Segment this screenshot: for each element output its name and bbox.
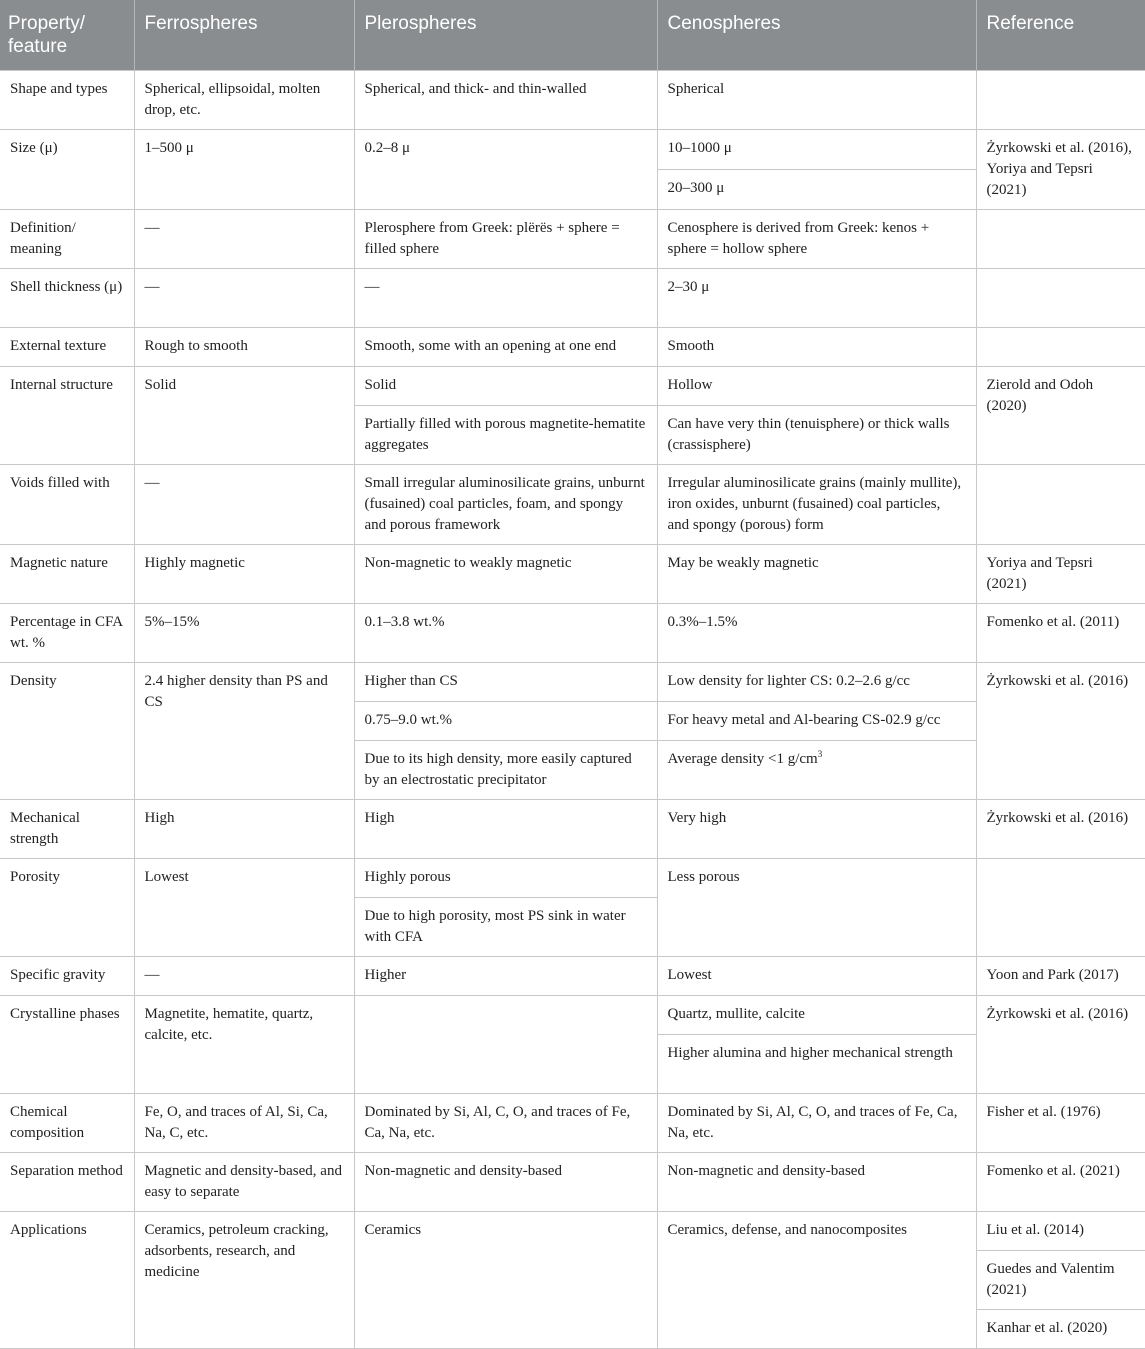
table-row — [0, 71, 1145, 130]
plerospheres-cell: Dominated by Si, Al, C, O, and traces of Fe, Ca, Na, etc. — [354, 1094, 657, 1153]
ferrospheres-cell: — — [134, 210, 354, 269]
reference-cell: Żyrkowski et al. (2016) — [976, 996, 1145, 1094]
plerospheres-cell: Smooth, some with an opening at one end — [354, 328, 657, 367]
ferrospheres-cell: — — [134, 957, 354, 996]
table-row — [0, 957, 1145, 996]
cenospheres-cell: 10–1000 μ — [657, 130, 976, 170]
cenospheres-cell: 20–300 μ — [657, 170, 976, 210]
reference-cell: Żyrkowski et al. (2016), Yoriya and Tepsri (2021) — [976, 130, 1145, 210]
ferrospheres-cell: Highly magnetic — [134, 545, 354, 604]
plerospheres-cell: Spherical, and thick- and thin-walled — [354, 71, 657, 130]
property-cell: Specific gravity — [0, 957, 134, 996]
reference-cell — [976, 465, 1145, 545]
property-cell: Size (μ) — [0, 130, 134, 210]
cenospheres-cell: Cenosphere is derived from Greek: kenos + sphere = hollow sphere — [657, 210, 976, 269]
property-cell: Crystalline phases — [0, 996, 134, 1094]
property-cell: Percentage in CFA wt. % — [0, 604, 134, 663]
table-row — [0, 604, 1145, 663]
plerospheres-cell: High — [354, 800, 657, 859]
plerospheres-cell: Higher — [354, 957, 657, 996]
reference-cell: Yoriya and Tepsri (2021) — [976, 545, 1145, 604]
reference-cell: Zierold and Odoh (2020) — [976, 367, 1145, 465]
reference-cell: Fisher et al. (1976) — [976, 1094, 1145, 1153]
header-property: Property/ feature — [0, 0, 134, 71]
ferrospheres-cell: — — [134, 465, 354, 545]
header-cenospheres: Cenospheres — [657, 0, 976, 71]
plerospheres-cell: Partially filled with porous magnetite-hematite aggregates — [354, 406, 657, 465]
reference-cell: Fomenko et al. (2021) — [976, 1153, 1145, 1212]
reference-cell: Fomenko et al. (2011) — [976, 604, 1145, 663]
table-row — [0, 130, 1145, 170]
table-row — [0, 328, 1145, 367]
reference-cell: Guedes and Valentim (2021) — [976, 1251, 1145, 1310]
reference-cell — [976, 859, 1145, 957]
ferrospheres-cell: Ceramics, petroleum cracking, adsorbents, research, and medicine — [134, 1212, 354, 1349]
plerospheres-cell: Non-magnetic to weakly magnetic — [354, 545, 657, 604]
cenospheres-cell: Dominated by Si, Al, C, O, and traces of Fe, Ca, Na, etc. — [657, 1094, 976, 1153]
table-row — [0, 1153, 1145, 1212]
reference-cell: Żyrkowski et al. (2016) — [976, 663, 1145, 800]
plerospheres-cell — [354, 996, 657, 1094]
cenospheres-cell: Quartz, mullite, calcite — [657, 996, 976, 1035]
property-cell: Mechanical strength — [0, 800, 134, 859]
property-cell: Shape and types — [0, 71, 134, 130]
reference-cell — [976, 269, 1145, 328]
cenospheres-cell: 2–30 μ — [657, 269, 976, 328]
cenospheres-cell: Irregular aluminosilicate grains (mainly mullite), iron oxides, unburnt (fusained) coal particles, and spongy (porous) form — [657, 465, 976, 545]
cenospheres-cell: May be weakly magnetic — [657, 545, 976, 604]
cenospheres-cell: Can have very thin (tenuisphere) or thick walls (crassisphere) — [657, 406, 976, 465]
plerospheres-cell: Plerosphere from Greek: plërës + sphere = filled sphere — [354, 210, 657, 269]
property-cell: Voids filled with — [0, 465, 134, 545]
plerospheres-cell: — — [354, 269, 657, 328]
plerospheres-cell: Small irregular aluminosilicate grains, unburnt (fusained) coal particles, foam, and spongy and porous framework — [354, 465, 657, 545]
table-row — [0, 859, 1145, 898]
plerospheres-cell: Due to high porosity, most PS sink in water with CFA — [354, 898, 657, 957]
cenospheres-cell: Low density for lighter CS: 0.2–2.6 g/cc — [657, 663, 976, 702]
ferrospheres-cell: Spherical, ellipsoidal, molten drop, etc. — [134, 71, 354, 130]
cenospheres-cell: For heavy metal and Al-bearing CS-02.9 g/cc — [657, 702, 976, 741]
reference-cell — [976, 210, 1145, 269]
table-row — [0, 800, 1145, 859]
table-row — [0, 269, 1145, 328]
cenospheres-cell: Very high — [657, 800, 976, 859]
reference-cell: Żyrkowski et al. (2016) — [976, 800, 1145, 859]
property-cell: Density — [0, 663, 134, 800]
plerospheres-cell: Solid — [354, 367, 657, 406]
ferrospheres-cell: 2.4 higher density than PS and CS — [134, 663, 354, 800]
cenospheres-cell: 0.3%–1.5% — [657, 604, 976, 663]
reference-cell: Kanhar et al. (2020) — [976, 1310, 1145, 1349]
cenospheres-cell: Ceramics, defense, and nanocomposites — [657, 1212, 976, 1349]
property-cell: Internal structure — [0, 367, 134, 465]
cenospheres-cell: Spherical — [657, 71, 976, 130]
plerospheres-cell: 0.2–8 μ — [354, 130, 657, 210]
cenospheres-cell: Less porous — [657, 859, 976, 957]
plerospheres-cell: 0.1–3.8 wt.% — [354, 604, 657, 663]
cenospheres-cell — [657, 741, 976, 800]
header-reference: Reference — [976, 0, 1145, 71]
ferrospheres-cell: Fe, O, and traces of Al, Si, Ca, Na, C, etc. — [134, 1094, 354, 1153]
property-cell: Magnetic nature — [0, 545, 134, 604]
plerospheres-cell: Ceramics — [354, 1212, 657, 1349]
ferrospheres-cell: Magnetic and density-based, and easy to separate — [134, 1153, 354, 1212]
reference-cell: Yoon and Park (2017) — [976, 957, 1145, 996]
property-cell: Applications — [0, 1212, 134, 1349]
reference-cell — [976, 71, 1145, 130]
cenospheres-cell: Lowest — [657, 957, 976, 996]
ferrospheres-cell: Solid — [134, 367, 354, 465]
property-cell: Porosity — [0, 859, 134, 957]
cenospheres-cell: Smooth — [657, 328, 976, 367]
table-row — [0, 545, 1145, 604]
property-cell: Shell thickness (μ) — [0, 269, 134, 328]
table-row — [0, 663, 1145, 702]
plerospheres-cell: Higher than CS — [354, 663, 657, 702]
superscript: 3 — [817, 749, 823, 759]
table-header-row — [0, 0, 1145, 71]
table-row — [0, 367, 1145, 406]
ferrospheres-cell: Magnetite, hematite, quartz, calcite, etc. — [134, 996, 354, 1094]
ferrospheres-cell: 1–500 μ — [134, 130, 354, 210]
density-text: Average density <1 g/cm — [667, 751, 818, 767]
cenospheres-cell: Higher alumina and higher mechanical strength — [657, 1035, 976, 1094]
property-cell: Chemical composition — [0, 1094, 134, 1153]
table-row — [0, 996, 1145, 1035]
plerospheres-cell: Highly porous — [354, 859, 657, 898]
reference-cell: Liu et al. (2014) — [976, 1212, 1145, 1251]
reference-cell — [976, 328, 1145, 367]
plerospheres-cell: Non-magnetic and density-based — [354, 1153, 657, 1212]
table-row — [0, 1212, 1145, 1251]
table-row — [0, 1094, 1145, 1153]
header-ferrospheres: Ferrospheres — [134, 0, 354, 71]
property-cell: Separation method — [0, 1153, 134, 1212]
ferrospheres-cell: Lowest — [134, 859, 354, 957]
property-cell: External texture — [0, 328, 134, 367]
cenospheres-cell: Non-magnetic and density-based — [657, 1153, 976, 1212]
header-plerospheres: Plerospheres — [354, 0, 657, 71]
ferrospheres-cell: 5%–15% — [134, 604, 354, 663]
property-cell: Definition/ meaning — [0, 210, 134, 269]
table-row — [0, 465, 1145, 545]
ferrospheres-cell: Rough to smooth — [134, 328, 354, 367]
plerospheres-cell: 0.75–9.0 wt.% — [354, 702, 657, 741]
ferrospheres-cell: — — [134, 269, 354, 328]
cenospheres-cell: Hollow — [657, 367, 976, 406]
ferrospheres-cell: High — [134, 800, 354, 859]
table-row — [0, 210, 1145, 269]
plerospheres-cell: Due to its high density, more easily captured by an electrostatic precipitator — [354, 741, 657, 800]
